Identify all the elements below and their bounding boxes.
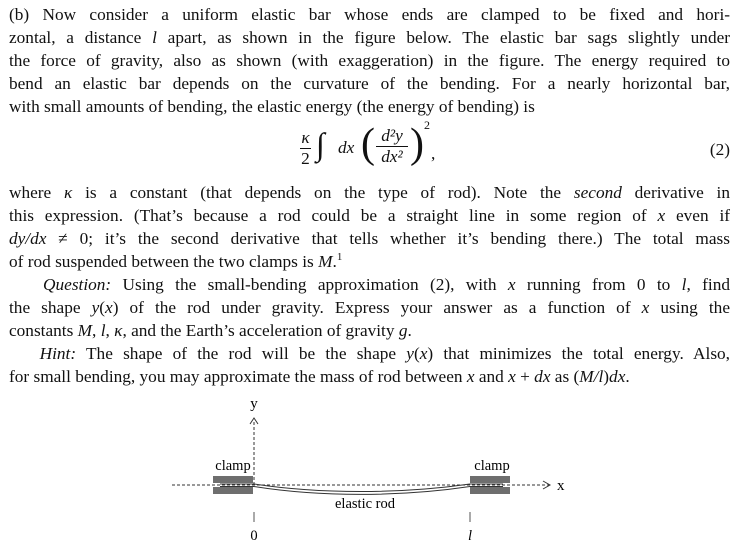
text-segment: l <box>152 28 157 47</box>
text-segment: x <box>466 367 475 386</box>
footnote-marker: 1 <box>336 251 343 263</box>
text-segment: x <box>641 298 650 317</box>
text-segment: x <box>507 275 516 294</box>
tick-l-label: l <box>467 528 473 544</box>
left-paren: ( <box>361 121 375 167</box>
text-segment: The shape of the rod will be the shape <box>76 344 407 363</box>
question-line <box>9 296 730 319</box>
hint-line <box>9 365 730 388</box>
text-segment: for small bending, you may approximate the mass of rod between <box>9 367 467 386</box>
text-segment: x <box>657 206 666 225</box>
text-segment: , <box>92 321 101 340</box>
text-segment: , <box>105 321 115 340</box>
eq-denominator: dx² <box>381 147 403 166</box>
text-segment: zontal, a distance <box>9 28 153 47</box>
text-segment: of rod suspended between the two clamps is <box>9 252 319 271</box>
text-segment: Using the small-bending approximation (2), with <box>111 275 508 294</box>
rod-label: elastic rod <box>335 496 395 512</box>
eq-two: 2 <box>301 149 310 168</box>
text-segment: dy/dx <box>9 229 47 248</box>
text-segment: ≠ 0; it’s the second derivative that tells whether it’s bending there.) The total mass <box>46 229 730 248</box>
integral-sign: ∫ <box>316 126 325 162</box>
text-segment: . <box>407 321 412 340</box>
question-line <box>9 319 730 342</box>
paragraph2-line <box>9 250 730 273</box>
text-segment: is a constant (that depends on the type of rod). Note the <box>72 183 574 202</box>
text-segment: κ <box>64 183 73 202</box>
text-segment: ( <box>99 298 106 317</box>
equation-number: (2) <box>709 140 730 159</box>
text-segment: l <box>100 321 106 340</box>
text-segment: Hint: <box>39 344 77 363</box>
paragraph2-line <box>9 227 730 250</box>
text-segment: M/l <box>579 367 604 386</box>
eq-numerator: d²y <box>381 126 403 145</box>
clamp-left-label: clamp <box>215 458 251 474</box>
paragraph1-line <box>9 3 730 26</box>
text-segment: where <box>9 183 64 202</box>
clamp-right-label: clamp <box>474 458 510 474</box>
text-segment: dx <box>609 367 626 386</box>
text-segment: x <box>105 298 113 317</box>
text-segment: bend an elastic bar depends on the curvature of the bending. For a nearly horizontal bar, <box>9 74 730 93</box>
eq-power: 2 <box>424 118 430 132</box>
clamped-rod-figure <box>0 390 746 544</box>
text-segment: derivative in <box>621 183 730 202</box>
hint-line <box>9 342 730 365</box>
text-segment: ( <box>413 344 420 363</box>
text-segment: the shape <box>9 298 92 317</box>
text-segment: . <box>332 252 337 271</box>
text-segment: (b) Now consider a uniform elastic bar whose ends are clamped to be fixed and hori- <box>9 5 730 24</box>
text-segment: running from 0 to <box>515 275 682 294</box>
text-segment: ) that minimizes the total energy. Also, <box>427 344 731 363</box>
text-segment <box>9 275 43 294</box>
text-segment: with small amounts of bending, the elastic energy (the energy of bending) is <box>9 97 535 116</box>
text-segment: + <box>515 367 535 386</box>
paragraph1-line <box>9 95 730 118</box>
paragraph1-line <box>9 49 730 72</box>
text-segment: as ( <box>550 367 580 386</box>
elastic-rod-bottom <box>220 487 503 495</box>
text-segment: , and the Earth’s acceleration of gravity <box>122 321 399 340</box>
text-segment: x <box>419 344 428 363</box>
question-line <box>9 273 730 296</box>
text-segment: x <box>508 367 516 386</box>
text-segment <box>9 344 40 363</box>
text-segment: M <box>77 321 93 340</box>
eq-comma: , <box>431 144 436 163</box>
eq-dx: dx <box>338 138 355 157</box>
paragraph2-line <box>9 181 730 204</box>
text-segment: constants <box>9 321 78 340</box>
right-paren: ) <box>410 121 424 167</box>
text-segment: M <box>318 252 333 271</box>
text-segment: κ <box>114 321 123 340</box>
text-segment: even if <box>665 206 730 225</box>
eq-kappa: κ <box>301 128 310 147</box>
text-segment: , find <box>686 275 730 294</box>
x-label: x <box>557 478 565 494</box>
text-segment: y <box>91 298 100 317</box>
text-segment: ) of the rod under gravity. Express your answer as a function of <box>112 298 642 317</box>
text-segment: and <box>474 367 509 386</box>
text-segment: ) <box>603 367 610 386</box>
text-segment: dx <box>534 367 551 386</box>
paragraph1-line <box>9 26 730 49</box>
text-segment: y <box>406 344 414 363</box>
text-segment: . <box>625 367 630 386</box>
equation-2 <box>300 118 730 178</box>
text-segment: the force of gravity, also as shown (with exaggeration) in the figure. The energy required to <box>9 51 730 70</box>
text-segment: apart, as shown in the figure below. The elastic bar sags slightly under <box>156 28 731 47</box>
paragraph1-line <box>9 72 730 95</box>
y-label: y <box>250 396 258 412</box>
tick-zero-label: 0 <box>250 528 258 544</box>
text-segment: Question: <box>43 275 112 294</box>
text-segment: this expression. (That’s because a rod could be a straight line in some region of <box>9 206 658 225</box>
paragraph2-line <box>9 204 730 227</box>
text-segment: g <box>398 321 408 340</box>
text-segment: second <box>573 183 622 202</box>
text-segment: l <box>681 275 687 294</box>
text-segment: using the <box>649 298 730 317</box>
